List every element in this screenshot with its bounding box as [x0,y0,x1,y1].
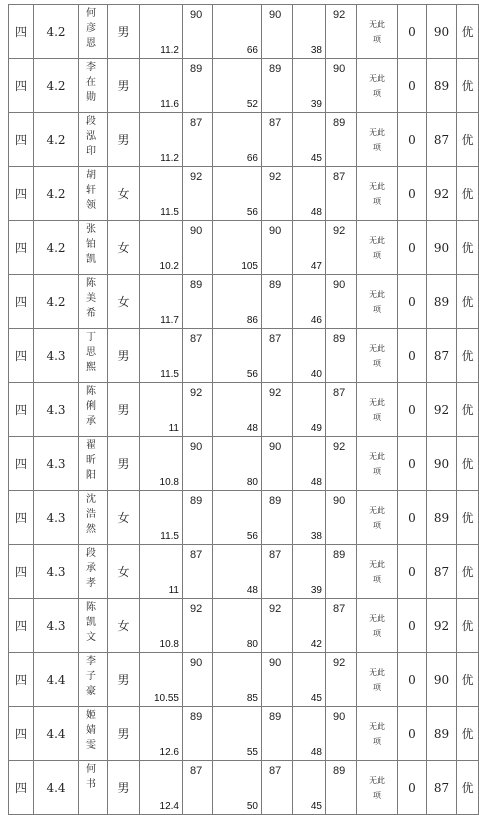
student-name-cell: 张 铂 凯 [79,221,108,275]
score-5-cell: 45 [293,113,326,167]
score-2-cell: 87 [183,329,213,383]
grade-cell: 四 [9,761,34,815]
score-6-cell: 87 [326,383,357,437]
student-name-cell: 姬 婧 雯 [79,707,108,761]
grade-cell: 四 [9,437,34,491]
score-7-cell: 0 [398,761,427,815]
score-4-cell: 87 [262,113,293,167]
score-6-cell: 89 [326,113,357,167]
score-4-cell: 89 [262,707,293,761]
score-8-cell: 89 [427,59,457,113]
gender-cell: 男 [108,437,140,491]
student-name-cell: 李 子 豪 [79,653,108,707]
score-8-cell: 89 [427,491,457,545]
score-8-cell: 90 [427,437,457,491]
status-cell: 无此 项 [357,707,398,761]
score-4-cell: 92 [262,599,293,653]
score-3-cell: 85 [213,653,262,707]
status-cell: 无此 项 [357,221,398,275]
grade-cell: 四 [9,545,34,599]
table-row [9,167,479,221]
rating-cell: 优 [457,275,479,329]
score-1-cell: 10.55 [140,653,183,707]
student-name-cell: 翟 昕 阳 [79,437,108,491]
score-2-cell: 90 [183,437,213,491]
score-1-cell: 11.5 [140,491,183,545]
status-cell: 无此 项 [357,491,398,545]
score-3-cell: 66 [213,113,262,167]
status-cell: 无此 项 [357,167,398,221]
class-cell: 4.2 [34,59,79,113]
score-4-cell: 90 [262,221,293,275]
score-3-cell: 80 [213,599,262,653]
score-5-cell: 49 [293,383,326,437]
score-1-cell: 11 [140,383,183,437]
score-5-cell: 40 [293,329,326,383]
status-cell: 无此 项 [357,761,398,815]
gender-cell: 男 [108,329,140,383]
grade-cell: 四 [9,5,34,59]
score-6-cell: 90 [326,707,357,761]
score-8-cell: 92 [427,383,457,437]
score-1-cell: 10.8 [140,599,183,653]
rating-cell: 优 [457,113,479,167]
grade-cell: 四 [9,221,34,275]
score-7-cell: 0 [398,383,427,437]
table-row [9,761,479,815]
status-cell: 无此 项 [357,545,398,599]
score-8-cell: 89 [427,275,457,329]
class-cell: 4.3 [34,491,79,545]
table-row [9,599,479,653]
status-cell: 无此 项 [357,599,398,653]
rating-cell: 优 [457,653,479,707]
score-8-cell: 92 [427,167,457,221]
score-3-cell: 66 [213,5,262,59]
rating-cell: 优 [457,491,479,545]
score-1-cell: 11.2 [140,113,183,167]
score-4-cell: 87 [262,329,293,383]
score-2-cell: 92 [183,599,213,653]
score-4-cell: 89 [262,59,293,113]
score-5-cell: 46 [293,275,326,329]
score-8-cell: 90 [427,221,457,275]
score-3-cell: 56 [213,329,262,383]
student-name-cell: 丁 思 熙 [79,329,108,383]
gender-cell: 男 [108,653,140,707]
score-6-cell: 89 [326,761,357,815]
score-6-cell: 92 [326,5,357,59]
score-4-cell: 92 [262,167,293,221]
class-cell: 4.3 [34,545,79,599]
table-row [9,113,479,167]
score-1-cell: 10.8 [140,437,183,491]
score-5-cell: 38 [293,5,326,59]
score-5-cell: 48 [293,437,326,491]
score-2-cell: 90 [183,5,213,59]
score-2-cell: 87 [183,761,213,815]
status-cell: 无此 项 [357,5,398,59]
class-cell: 4.2 [34,221,79,275]
score-7-cell: 0 [398,329,427,383]
table-body [9,5,479,815]
class-cell: 4.2 [34,275,79,329]
score-2-cell: 92 [183,383,213,437]
score-3-cell: 48 [213,545,262,599]
score-6-cell: 89 [326,545,357,599]
score-1-cell: 11.6 [140,59,183,113]
grade-cell: 四 [9,599,34,653]
status-cell: 无此 项 [357,383,398,437]
table-row [9,491,479,545]
student-name-cell: 陈 美 希 [79,275,108,329]
grade-cell: 四 [9,113,34,167]
score-8-cell: 87 [427,113,457,167]
class-cell: 4.3 [34,329,79,383]
status-cell: 无此 项 [357,275,398,329]
score-1-cell: 11 [140,545,183,599]
score-4-cell: 87 [262,545,293,599]
gender-cell: 男 [108,383,140,437]
student-name-cell: 李 在 勋 [79,59,108,113]
rating-cell: 优 [457,545,479,599]
score-4-cell: 92 [262,383,293,437]
score-2-cell: 90 [183,221,213,275]
score-1-cell: 12.6 [140,707,183,761]
score-sheet [8,4,474,812]
score-8-cell: 92 [427,599,457,653]
grade-cell: 四 [9,275,34,329]
score-5-cell: 47 [293,221,326,275]
score-4-cell: 87 [262,761,293,815]
score-5-cell: 39 [293,59,326,113]
grade-cell: 四 [9,59,34,113]
score-7-cell: 0 [398,491,427,545]
score-3-cell: 86 [213,275,262,329]
gender-cell: 女 [108,599,140,653]
class-cell: 4.2 [34,5,79,59]
score-5-cell: 48 [293,707,326,761]
gender-cell: 女 [108,167,140,221]
score-6-cell: 92 [326,653,357,707]
rating-cell: 优 [457,329,479,383]
score-2-cell: 89 [183,275,213,329]
table-row [9,383,479,437]
score-6-cell: 87 [326,599,357,653]
score-7-cell: 0 [398,167,427,221]
student-name-cell: 陈 凯 文 [79,599,108,653]
score-3-cell: 56 [213,167,262,221]
table-row [9,707,479,761]
score-1-cell: 11.5 [140,167,183,221]
score-7-cell: 0 [398,653,427,707]
rating-cell: 优 [457,221,479,275]
score-5-cell: 39 [293,545,326,599]
score-2-cell: 90 [183,653,213,707]
score-6-cell: 87 [326,167,357,221]
score-8-cell: 90 [427,653,457,707]
class-cell: 4.4 [34,653,79,707]
rating-cell: 优 [457,761,479,815]
grade-cell: 四 [9,653,34,707]
score-7-cell: 0 [398,59,427,113]
score-3-cell: 50 [213,761,262,815]
score-5-cell: 42 [293,599,326,653]
score-3-cell: 55 [213,707,262,761]
score-7-cell: 0 [398,221,427,275]
status-cell: 无此 项 [357,653,398,707]
grade-cell: 四 [9,491,34,545]
score-1-cell: 12.4 [140,761,183,815]
table-row [9,59,479,113]
score-7-cell: 0 [398,437,427,491]
class-cell: 4.3 [34,599,79,653]
score-6-cell: 92 [326,437,357,491]
gender-cell: 女 [108,275,140,329]
table-row [9,545,479,599]
student-name-cell: 段 承 孝 [79,545,108,599]
student-name-cell: 何 书 [79,761,108,815]
student-name-cell: 沈 浩 然 [79,491,108,545]
gender-cell: 男 [108,59,140,113]
score-2-cell: 92 [183,167,213,221]
class-cell: 4.2 [34,113,79,167]
grade-cell: 四 [9,329,34,383]
gender-cell: 女 [108,221,140,275]
score-7-cell: 0 [398,275,427,329]
status-cell: 无此 项 [357,59,398,113]
class-cell: 4.3 [34,383,79,437]
status-cell: 无此 项 [357,329,398,383]
score-1-cell: 10.2 [140,221,183,275]
gender-cell: 女 [108,545,140,599]
student-name-cell: 陈 俐 承 [79,383,108,437]
score-3-cell: 80 [213,437,262,491]
score-3-cell: 105 [213,221,262,275]
gender-cell: 男 [108,113,140,167]
score-4-cell: 90 [262,437,293,491]
score-8-cell: 87 [427,545,457,599]
score-4-cell: 89 [262,275,293,329]
table-row [9,329,479,383]
gender-cell: 男 [108,5,140,59]
score-2-cell: 87 [183,545,213,599]
rating-cell: 优 [457,5,479,59]
score-5-cell: 45 [293,653,326,707]
score-2-cell: 89 [183,59,213,113]
score-7-cell: 0 [398,599,427,653]
score-7-cell: 0 [398,113,427,167]
score-3-cell: 52 [213,59,262,113]
score-3-cell: 48 [213,383,262,437]
rating-cell: 优 [457,167,479,221]
score-2-cell: 89 [183,707,213,761]
student-name-cell: 段 泓 印 [79,113,108,167]
student-score-table [8,4,479,815]
score-6-cell: 90 [326,275,357,329]
score-1-cell: 11.5 [140,329,183,383]
score-1-cell: 11.7 [140,275,183,329]
gender-cell: 女 [108,491,140,545]
score-4-cell: 90 [262,5,293,59]
status-cell: 无此 项 [357,113,398,167]
score-6-cell: 89 [326,329,357,383]
rating-cell: 优 [457,383,479,437]
gender-cell: 男 [108,707,140,761]
table-row [9,275,479,329]
score-1-cell: 11.2 [140,5,183,59]
rating-cell: 优 [457,59,479,113]
score-8-cell: 87 [427,761,457,815]
score-4-cell: 90 [262,653,293,707]
gender-cell: 男 [108,761,140,815]
score-5-cell: 45 [293,761,326,815]
table-row [9,437,479,491]
table-row [9,653,479,707]
class-cell: 4.4 [34,707,79,761]
grade-cell: 四 [9,383,34,437]
score-6-cell: 90 [326,491,357,545]
status-cell: 无此 项 [357,437,398,491]
score-8-cell: 90 [427,5,457,59]
grade-cell: 四 [9,707,34,761]
class-cell: 4.4 [34,761,79,815]
score-2-cell: 87 [183,113,213,167]
score-3-cell: 56 [213,491,262,545]
score-7-cell: 0 [398,545,427,599]
student-name-cell: 何 彦 恩 [79,5,108,59]
table-row [9,5,479,59]
grade-cell: 四 [9,167,34,221]
score-5-cell: 38 [293,491,326,545]
score-6-cell: 92 [326,221,357,275]
rating-cell: 优 [457,437,479,491]
rating-cell: 优 [457,707,479,761]
class-cell: 4.2 [34,167,79,221]
score-8-cell: 89 [427,707,457,761]
score-5-cell: 48 [293,167,326,221]
score-8-cell: 87 [427,329,457,383]
score-4-cell: 89 [262,491,293,545]
score-2-cell: 89 [183,491,213,545]
class-cell: 4.3 [34,437,79,491]
score-6-cell: 90 [326,59,357,113]
student-name-cell: 胡 轩 领 [79,167,108,221]
score-7-cell: 0 [398,707,427,761]
score-7-cell: 0 [398,5,427,59]
rating-cell: 优 [457,599,479,653]
table-row [9,221,479,275]
